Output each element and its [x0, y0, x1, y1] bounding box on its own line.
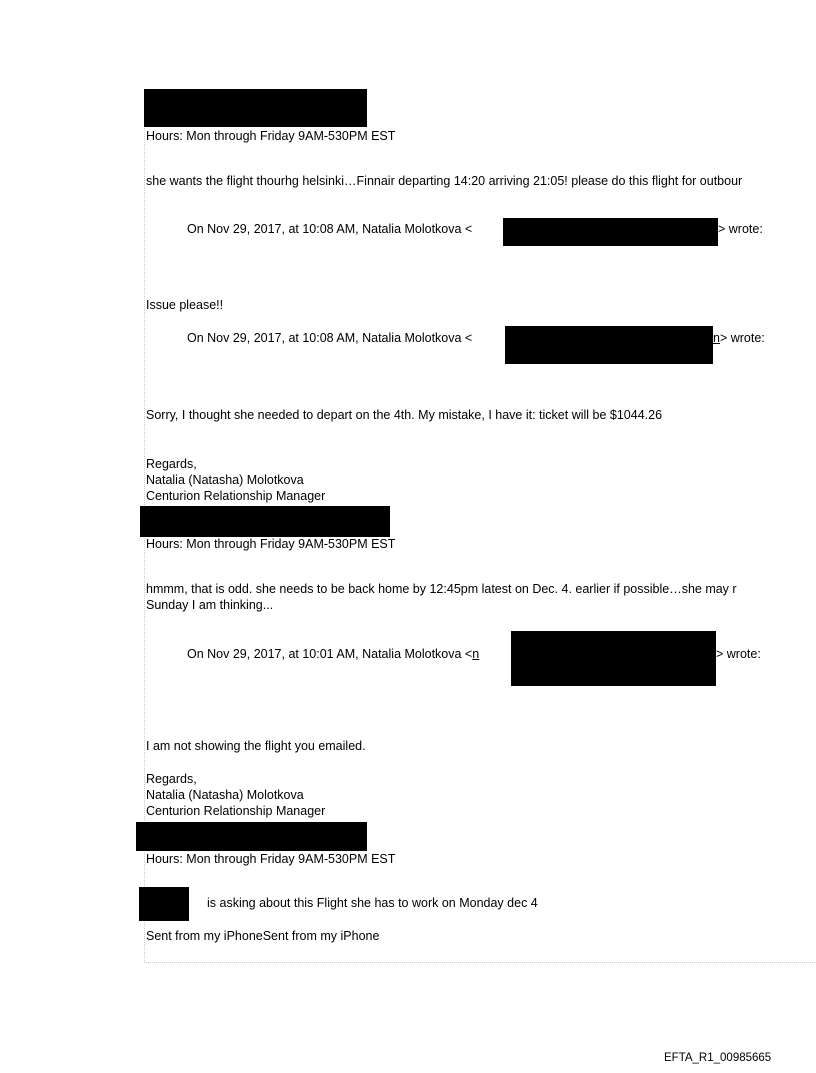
- redaction-block: [511, 631, 716, 686]
- message-body: Issue please!!: [146, 298, 224, 312]
- redaction-block: [140, 506, 390, 537]
- redaction-block: [136, 822, 367, 851]
- quote-header-prefix: [187, 648, 479, 661]
- hours-line: Hours: Mon through Friday 9AM-530PM EST: [146, 537, 396, 551]
- email-fragment: n: [713, 331, 720, 345]
- message-body: she wants the flight thourhg helsinki…Finnair departing 14:20 arriving 21:05! please do this flight for outbour: [146, 174, 743, 188]
- quote-header-suffix: > wrote:: [716, 647, 761, 661]
- signature-regards: Regards,: [146, 772, 197, 786]
- quote-header-prefix: On Nov 29, 2017, at 10:08 AM, Natalia Molotkova <: [187, 331, 473, 345]
- signature-title: Centurion Relationship Manager: [146, 804, 326, 818]
- message-body: hmmm, that is odd. she needs to be back home by 12:45pm latest on Dec. 4. earlier if possible…she may r: [146, 582, 737, 596]
- redaction-block: [505, 326, 713, 364]
- hours-line: Hours: Mon through Friday 9AM-530PM EST: [146, 852, 396, 866]
- redaction-block: [144, 89, 367, 127]
- signature-name: Natalia (Natasha) Molotkova: [146, 473, 304, 487]
- quote-header-prefix: On Nov 29, 2017, at 10:08 AM, Natalia Molotkova <: [187, 222, 473, 236]
- mobile-footer: Sent from my iPhoneSent from my iPhone: [146, 929, 380, 943]
- quote-text: On Nov 29, 2017, at 10:01 AM, Natalia Molotkova <: [187, 647, 473, 661]
- quote-header-suffix: > wrote:: [718, 222, 763, 236]
- redaction-block: [503, 218, 718, 246]
- signature-name: Natalia (Natasha) Molotkova: [146, 788, 304, 802]
- email-fragment: n: [472, 647, 480, 661]
- signature-regards: Regards,: [146, 457, 197, 471]
- hours-line: Hours: Mon through Friday 9AM-530PM EST: [146, 129, 396, 143]
- signature-title: Centurion Relationship Manager: [146, 489, 326, 503]
- bates-number: EFTA_R1_00985665: [664, 1052, 772, 1064]
- message-body: Sunday I am thinking...: [146, 598, 274, 612]
- message-body: Sorry, I thought she needed to depart on the 4th. My mistake, I have it: ticket will be $1044.26: [146, 408, 663, 422]
- wrote-text: > wrote:: [719, 331, 765, 345]
- redaction-block: [139, 887, 189, 921]
- message-body: is asking about this Flight she has to work on Monday dec 4: [207, 896, 538, 910]
- message-body: I am not showing the flight you emailed.: [146, 739, 366, 753]
- quote-header-suffix: [713, 332, 765, 345]
